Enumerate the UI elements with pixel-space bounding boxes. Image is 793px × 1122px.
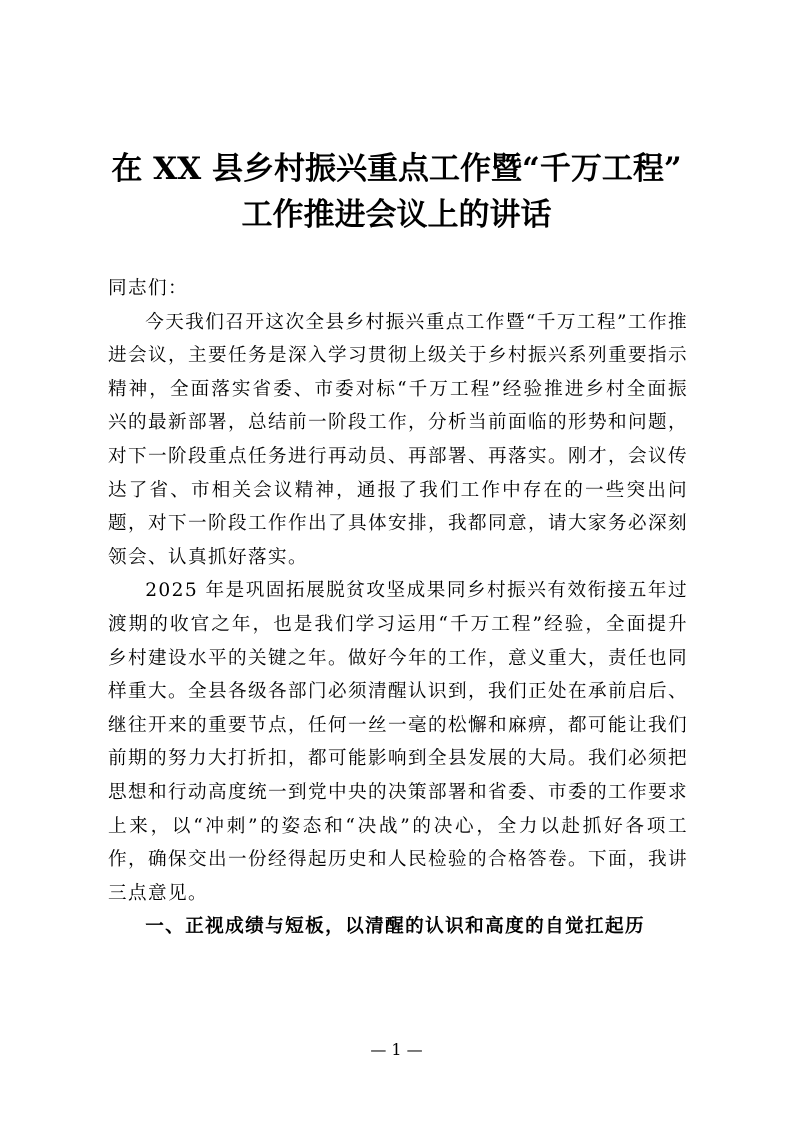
title-line-2: 工作推进会议上的讲话 [241, 197, 552, 233]
document-body [108, 272, 688, 944]
paragraph-2: 2025 年是巩固拓展脱贫攻坚成果同乡村振兴有效衔接五年过渡期的收官之年，也是我们学习运用“千万工程”经验，全面提升乡村建设水平的关键之年。做好今年的工作，意义重大，责任也同样重大。全县各级各部门必须清醒认识到，我们正处在承前启后、继往开来的重要节点，任何一丝一毫的松懈和麻痹，都可能让我们前期的努力大打折扣，都可能影响到全县发展的大局。我们必须把思想和行动高度统一到党中央的决策部署和省委、市委的工作要求上来，以“冲刺”的姿态和“决战”的决心，全力以赴抓好各项工作，确保交出一份经得起历史和人民检验的合格答卷。下面，我讲三点意见。 [108, 580, 688, 904]
salutation: 同志们： [108, 278, 188, 299]
title-line-1: 在 XX 县乡村振兴重点工作暨“千万工程” [111, 151, 682, 187]
section-heading-1: 一、正视成绩与短板，以清醒的认识和高度的自觉扛起历 [145, 916, 646, 938]
document-title [60, 146, 733, 238]
page-number: — 1 — [370, 1040, 423, 1059]
paragraph-1: 今天我们召开这次全县乡村振兴重点工作暨“千万工程”工作推进会议，主要任务是深入学习贯彻上级关于乡村振兴系列重要指示精神，全面落实省委、市委对标“千万工程”经验推进乡村全面振兴的最新部署，总结前一阶段工作，分析当前面临的形势和问题，对下一阶段重点任务进行再动员、再部署、再落实。刚才，会议传达了省、市相关会议精神，通报了我们工作中存在的一些突出问题，对下一阶段工作作出了具体安排，我都同意，请大家务必深刻领会、认真抓好落实。 [108, 311, 688, 568]
